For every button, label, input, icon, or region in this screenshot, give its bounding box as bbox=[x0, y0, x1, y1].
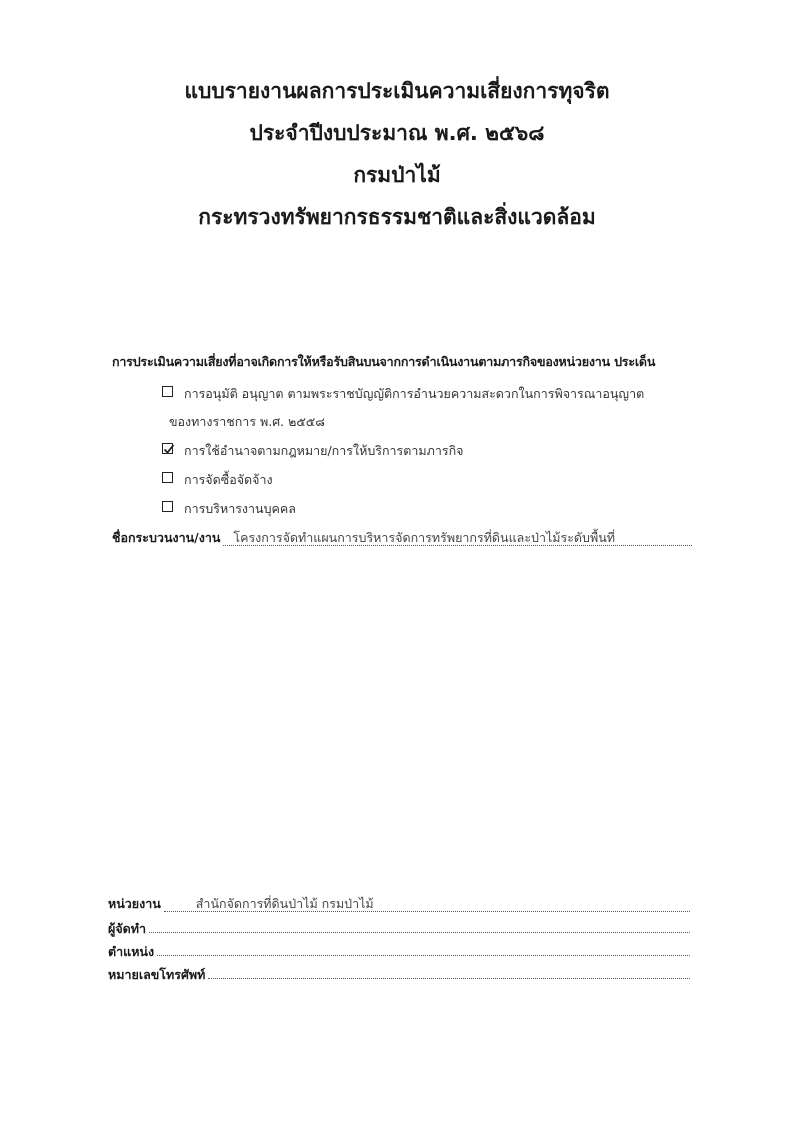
risk-assessment-section bbox=[112, 352, 732, 530]
option-procurement[interactable] bbox=[162, 472, 732, 488]
option-label-continuation: ของทางราชการ พ.ศ. ๒๕๕๘ bbox=[169, 414, 325, 429]
report-header bbox=[0, 70, 794, 238]
report-title: แบบรายงานผลการประเมินความเสี่ยงการทุจริต bbox=[184, 79, 610, 103]
preparer-row bbox=[108, 917, 690, 940]
footer-fields bbox=[108, 894, 690, 986]
process-name-label: ชื่อกระบวนงาน/งาน bbox=[112, 530, 221, 545]
position-row bbox=[108, 940, 690, 963]
issue-options bbox=[162, 386, 732, 517]
option-label: การอนุมัติ อนุญาต ตามพระราชบัญญัติการอำนวยความสะดวกในการพิจารณาอนุญาต bbox=[184, 386, 645, 401]
ministry-name: กระทรวงทรัพยากรธรรมชาติและสิ่งแวดล้อม bbox=[198, 205, 596, 229]
checkbox-unchecked-icon[interactable] bbox=[162, 501, 173, 512]
department-name: กรมป่าไม้ bbox=[353, 163, 441, 187]
position-label: ตำแหน่ง bbox=[108, 944, 155, 959]
fiscal-year: ประจำปีงบประมาณ พ.ศ. ๒๕๖๘ bbox=[249, 121, 545, 145]
option-label: การจัดซื้อจัดจ้าง bbox=[184, 472, 273, 487]
option-permit-approval[interactable] bbox=[162, 386, 732, 430]
process-name-row bbox=[112, 528, 692, 548]
checkbox-checked-icon[interactable] bbox=[162, 443, 173, 454]
checkbox-unchecked-icon[interactable] bbox=[162, 386, 173, 397]
option-label: การบริหารงานบุคคล bbox=[184, 501, 296, 516]
option-label: การใช้อำนาจตามกฎหมาย/การให้บริการตามภารกิจ bbox=[184, 443, 464, 458]
preparer-field[interactable] bbox=[149, 917, 690, 933]
position-field[interactable] bbox=[157, 940, 690, 956]
option-legal-authority[interactable] bbox=[162, 443, 732, 459]
unit-label: หน่วยงาน bbox=[108, 896, 161, 911]
unit-field[interactable]: สำนักจัดการที่ดินป่าไม้ กรมป่าไม้ bbox=[164, 896, 690, 912]
checkbox-unchecked-icon[interactable] bbox=[162, 472, 173, 483]
option-personnel-management[interactable] bbox=[162, 501, 732, 517]
phone-row bbox=[108, 963, 690, 986]
preparer-label: ผู้จัดทำ bbox=[108, 921, 147, 936]
process-name-field[interactable]: โครงการจัดทำแผนการบริหารจัดการทรัพยากรที่ดินและป่าไม้ระดับพื้นที่ bbox=[223, 530, 692, 546]
section-heading: การประเมินความเสี่ยงที่อาจเกิดการให้หรือรับสินบนจากการดำเนินงานตามภารกิจของหน่วยงาน ประเด็น bbox=[112, 354, 656, 369]
unit-row bbox=[108, 894, 690, 917]
phone-label: หมายเลขโทรศัพท์ bbox=[108, 967, 206, 982]
phone-field[interactable] bbox=[208, 963, 690, 979]
